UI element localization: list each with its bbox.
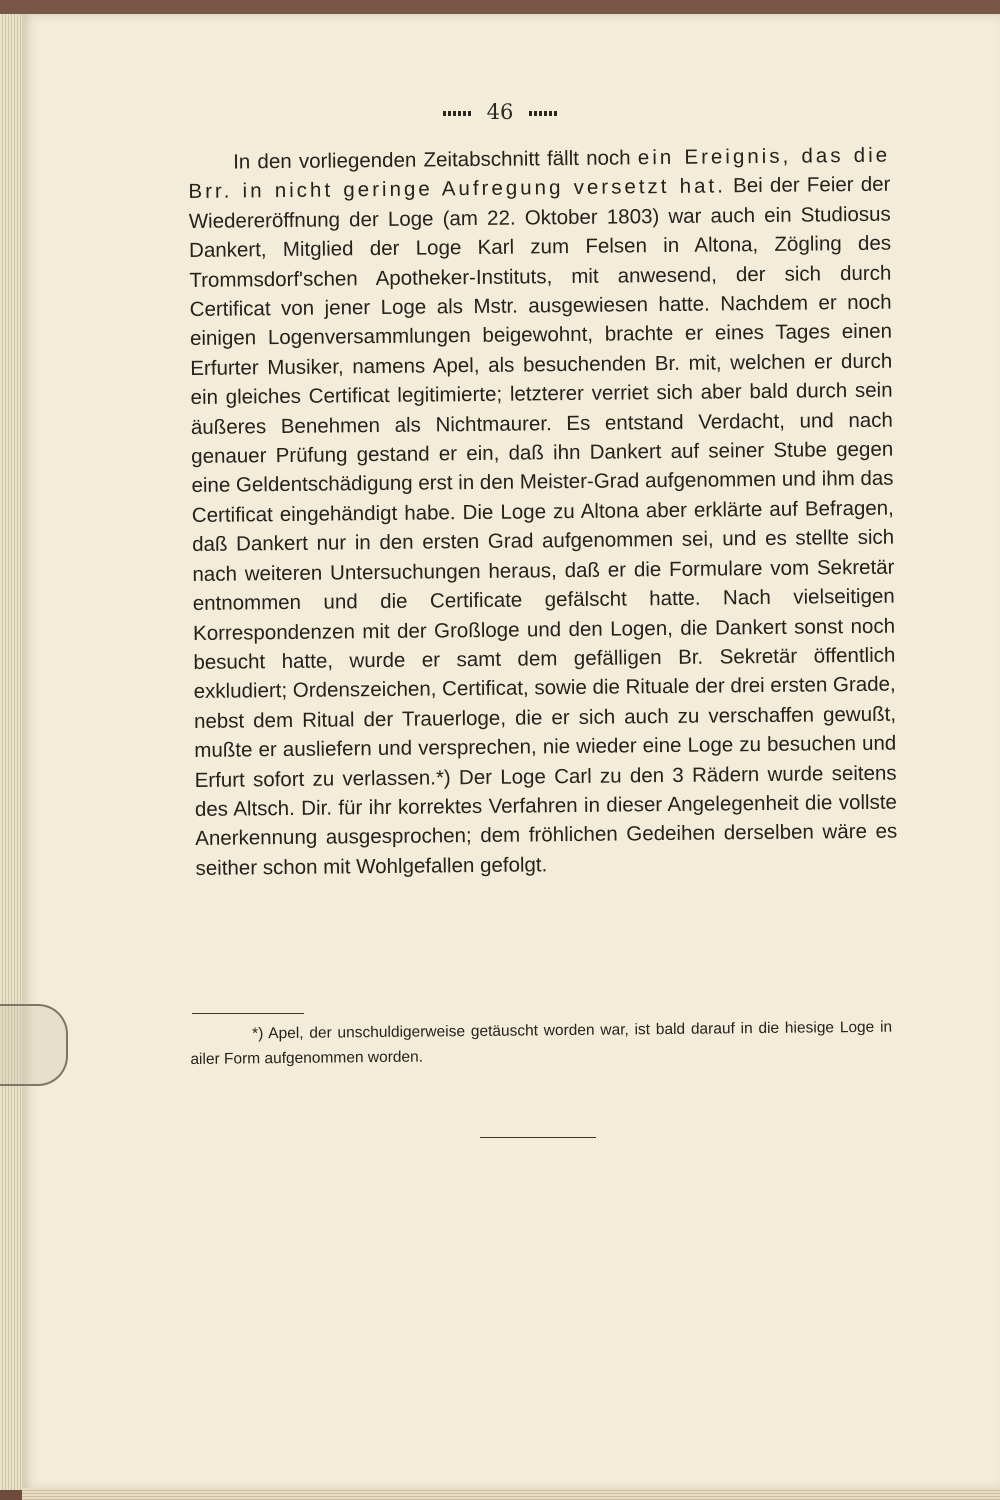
footnote	[190, 1015, 892, 1072]
page-bottom-edge	[22, 1488, 1000, 1500]
end-rule	[480, 1137, 596, 1138]
ornament-right-icon	[529, 111, 557, 116]
text-segment: Bei der Feier der Wiedereröffnung der Loge (am 22. Oktober 1803) war auch ein Studiosus Dankert, Mitglied der Loge Karl zum Felsen in Altona, Zögling des Trommsdorf'schen Apotheker-Instituts, mit anwesend, der sich durch Certificat von jener Loge als Mstr. ausgewiesen hatte. Nachdem er noch einigen Logenversammlungen beigewohnt, brachte er eines Tages einen Erfurter Musiker, namens Apel, als besuchenden Br. mit, welchen er durch ein gleiches Certificat legitimierte; letzterer verriet sich aber bald durch sein äußeres Benehmen als Nichtmaurer. Es entstand Verdacht, und nach genauer Prüfung gestand er ein, daß ihn Dankert auf seiner Stube gegen eine Geldentschädigung erst in den Meister-Grad aufgenommen und ihm das Certificat eingehändigt habe. Die Loge zu Altona aber erklärte auf Befragen, daß Dankert nur in den ersten Grad aufgenommen sei, und es stellte sich nach weiteren Untersuchungen heraus, daß er die Formulare vom Sekretär entnommen und die Certificate gefälscht hatte. Nach vielseitigen Korrespondenzen mit der Großloge und den Logen, die Dankert sonst noch besucht hatte, wurde er samt dem gefälligen Br. Sekretär öffentlich exkludiert; Ordenszeichen, Certificat, sowie die Rituale der drei ersten Grade, nebst dem Ritual der Trauerloge, die er sich auch zu verschaffen gewußt, mußte er ausliefern und versprechen, nie wieder eine Loge zu besuchen und Erfurt sofort zu verlassen.*) Der Loge Carl zu den 3 Rädern wurde seitens des Altsch. Dir. für ihr korrektes Verfahren in dieser Angelegenheit die vollste Anerkennung ausgesprochen; dem fröhlichen Gedeihen derselben wäre es seither schon mit Wohlgefallen gefolgt.	[188, 173, 898, 880]
footnote-text: *) Apel, der unschuldigerweise getäuscht worden war, ist bald darauf in die hiesige Loge in ailer Form aufgenommen worden.	[190, 1018, 893, 1068]
page-header	[0, 100, 1000, 124]
text-segment: In den vorliegenden Zeitabschnitt fällt noch	[233, 146, 638, 174]
paragraph	[188, 141, 898, 883]
page-stack-edge	[0, 14, 24, 1490]
footnote-divider	[192, 1013, 304, 1014]
spaced-text-segment: ein Ereignis, das die Brr. in nicht geringe Aufregung versetzt hat.	[188, 143, 891, 204]
main-text	[188, 141, 898, 883]
ornament-left-icon	[443, 111, 471, 116]
page-number: 46	[486, 100, 514, 124]
page-clip	[0, 1004, 68, 1086]
